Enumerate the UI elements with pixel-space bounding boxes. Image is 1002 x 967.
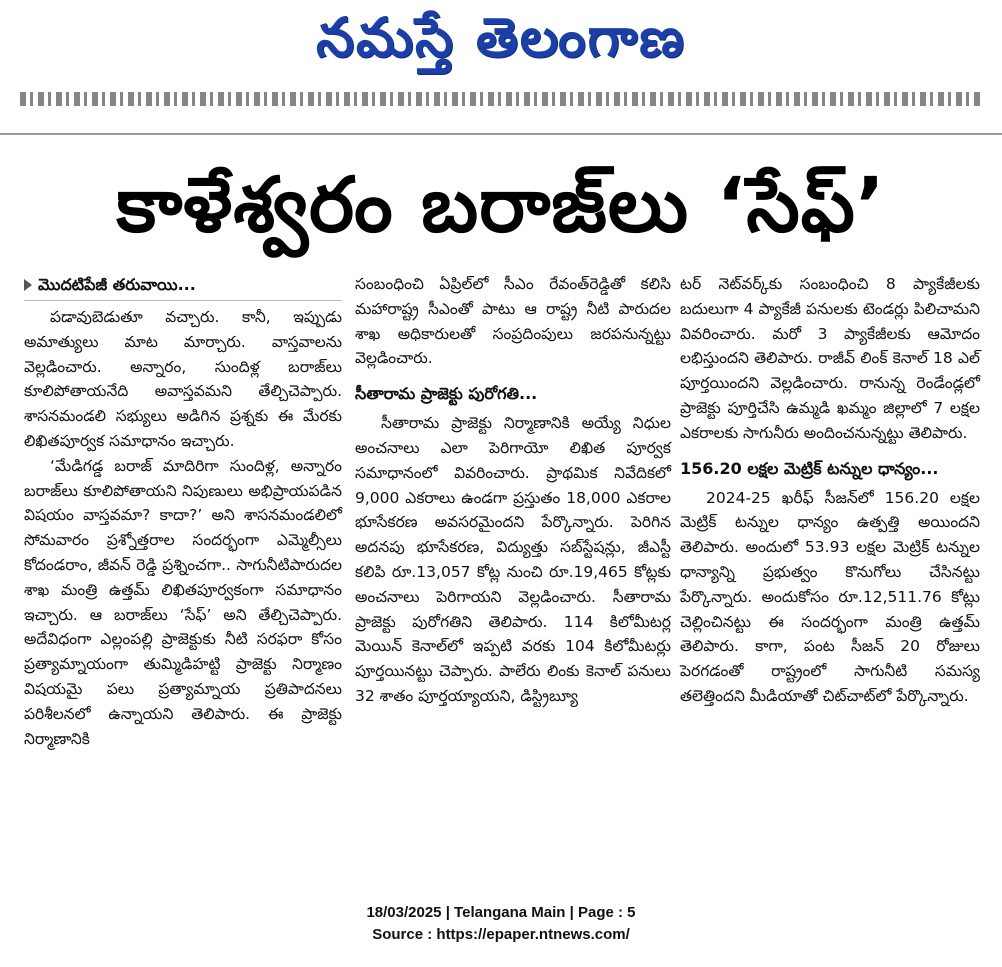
- footer-date-page: 18/03/2025 | Telangana Main | Page : 5: [366, 904, 636, 921]
- arrow-right-icon: [24, 279, 32, 291]
- cropped-text-strip: [20, 84, 980, 112]
- paragraph: ‘మేడిగడ్డ బరాజ్ మాదిరిగా సుందిళ్ల, అన్నారం బరాజ్‌లు కూలిపోతాయని నిపుణులు అభిప్రాయపడిన విషయం వాస్తవమా? కాదా?’ అని శాసనమండలిలో సోమవారం ప్రశ్నోత్తరాల సందర్భంగా ఎమ్మెల్సీలు కోదండరాం, జీవన్ రెడ్డి ప్రశ్నించగా.. సాగునీటిపారుదల శాఖ మంత్రి ఉత్తమ్ లిఖితపూర్వకంగా సమాధానం ఇచ్చారు. ఆ బరాజ్‌లు ‘సేఫ్’ అని తేల్చిచెప్పారు. అదేవిధంగా ఎల్లంపల్లి ప్రాజెక్టుకు నీటి సరఫరా కోసం ప్రత్యామ్నాయంగా తుమ్మిడిహట్టి ప్రాజెక్టు నిర్మాణం విషయమై పలు ప్రత్యామ్నాయ ప్రతిపాదనలు పరిశీలనలో ఉన్నాయని తెలిపారు. ఈ ప్రాజెక్టు నిర్మాణానికి: [24, 456, 342, 748]
- footer: [0, 902, 1002, 946]
- masthead-logo: నమస్తే తెలంగాణ: [316, 6, 686, 69]
- continued-label: [24, 272, 342, 301]
- footer-source: Source : https://epaper.ntnews.com/: [372, 926, 630, 943]
- headline: కాళేశ్వరం బరాజ్‌లు ‘సేఫ్’: [116, 160, 886, 249]
- article-column-1: [24, 272, 342, 751]
- masthead: [0, 0, 1002, 78]
- paragraph: టర్ నెట్‌వర్క్‌కు సంబంధించి 8 ప్యాకేజీలకు బదులుగా 4 ప్యాకేజీ పనులకు టెండర్లు పిలిచామని వివరించారు. మరో 3 ప్యాకేజీలకు ఆమోదం లభిస్తుందని తెలిపారు. రాజీవ్ లింక్ కెనాల్ 18 ఎల్ పూర్తయిందని వెల్లడించారు. రానున్న రెండేండ్లలో ప్రాజెక్టు పూర్తిచేసి ఉమ్మడి ఖమ్మం జిల్లాలో 7 లక్షల ఎకరాలకు సాగునీరు అందించనున్నట్టు తెలిపారు.: [680, 275, 980, 442]
- subhead-paddy: 156.20 లక్షల మెట్రిక్ టన్నుల ధాన్యం...: [680, 458, 939, 478]
- article-column-2: [355, 272, 671, 709]
- divider: [0, 133, 1002, 135]
- paragraph: సంబంధించి ఏప్రిల్‌లో సీఎం రేవంత్‌రెడ్డితో కలిసి మహారాష్ట్ర సీఎంతో పాటు ఆ రాష్ట్ర నీటి పారుదల శాఖ అధికారులతో సంప్రదింపులు జరపనున్నట్టు వెల్లడించారు.: [355, 275, 671, 368]
- subhead-sitarama: సీతారామ ప్రాజెక్టు పురోగతి...: [355, 384, 538, 404]
- paragraph: సీతారామ ప్రాజెక్టు నిర్మాణానికి అయ్యే నిధుల అంచనాలు ఎలా పెరిగాయో లిఖిత పూర్వక సమాధానంలో వివరించారు. ప్రాథమిక నివేదికలో 9,000 ఎకరాలు ఉండగా ప్రస్తుతం 18,000 ఎకరాల భూసేకరణ అవసరమైందని పేర్కొన్నారు. పెరిగిన అదనపు భూసేకరణ, విద్యుత్తు సబ్‌స్టేషన్లు, జీఎస్టీ కలిపి రూ.13,057 కోట్ల నుంచి రూ.19,465 కోట్లకు అంచనాలు పెరిగాయని వెల్లడించారు. సీతారామ ప్రాజెక్టు పురోగతిని తెలిపారు. 114 కిలోమీటర్ల మెయిన్ కెనాల్‌లో ఇప్పటి వరకు 104 కిలోమీటర్లు పూర్తయినట్టు చెప్పారు. పాలేరు లింకు కెనాల్ పనులు 32 శాతం పూర్తయ్యాయని, డిస్ట్రిబ్యూ: [355, 414, 671, 705]
- article-column-3: [680, 272, 980, 709]
- paragraph: పడావుబెడుతూ వచ్చారు. కానీ, ఇప్పుడు అమాత్యులు మాట మార్చారు. వాస్తవాలను వెల్లడించారు. అన్నారం, సుందిళ్ల బరాజ్‌లు కూలిపోతాయనేది అవాస్తవమని తేల్చిచెప్పారు. శాసనమండలి సభ్యులు అడిగిన ప్రశ్నకు ఈ మేరకు లిఖితపూర్వక సమాధానం ఇచ్చారు.: [24, 308, 342, 450]
- paragraph: 2024-25 ఖరీఫ్ సీజన్‌లో 156.20 లక్షల మెట్రిక్ టన్నుల ధాన్యం ఉత్పత్తి అయిందని తెలిపారు. అందులో 53.93 లక్షల మెట్రిక్ టన్నుల ధాన్యాన్ని ప్రభుత్వం కొనుగోలు చేసినట్టు పేర్కొన్నారు. అందుకోసం రూ.12,511.76 కోట్లు చెల్లించినట్టు ఈ సందర్భంగా మంత్రి ఉత్తమ్ తెలిపారు. కాగా, పంట సీజన్ 20 రోజులు పెరగడంతో రాష్ట్రంలో సాగునీటి సమస్య తలెత్తిందని మీడియాతో చిట్‌చాట్‌లో పేర్కొన్నారు.: [680, 488, 980, 705]
- continued-label-text: మొదటిపేజీ తరువాయి...: [38, 275, 196, 294]
